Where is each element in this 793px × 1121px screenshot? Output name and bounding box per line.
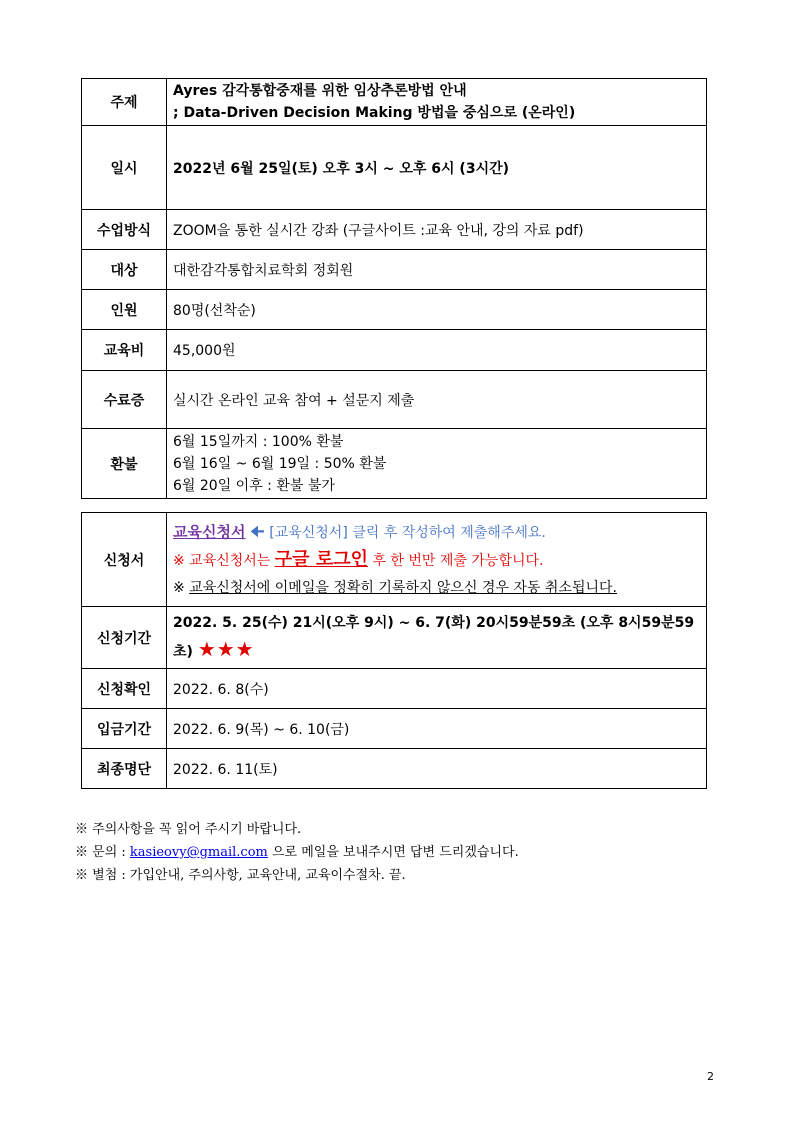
contact-prefix: ※ 문의 : [75,845,130,860]
table-row [82,607,707,669]
note-line: ※ 별첨 : 가입안내, 주의사항, 교육안내, 교육이수절차. 끝. [75,868,406,883]
table-row [82,749,707,789]
table-row [82,709,707,749]
confirm-label: 신청확인 [82,669,167,709]
table-row [82,79,707,126]
left-arrow-icon: 🠈 [249,521,265,541]
application-form-link[interactable]: 교육신청서 [173,522,246,541]
deposit-label: 입금기간 [82,709,167,749]
method-label: 수업방식 [82,210,167,250]
table-row [82,330,707,371]
fee-value: 45,000원 [167,330,707,371]
login-notice-prefix: ※ 교육신청서는 [173,552,275,569]
email-notice-text: 교육신청서에 이메일을 정확히 기록하지 않으신 경우 자동 취소됩니다. [189,579,617,596]
table-row [82,513,707,607]
login-notice-suffix: 후 한 번만 제출 가능합니다. [368,552,544,569]
topic-line-1: Ayres 감각통합중재를 위한 임상추론방법 안내 [173,83,467,99]
note-line: ※ 주의사항을 꼭 읽어 주시기 바랍니다. [75,822,302,837]
note-line [75,841,519,864]
application-table [81,512,707,789]
refund-line: 6월 15일까지 : 100% 환불 [173,433,344,450]
capacity-label: 인원 [82,290,167,330]
form-label: 신청서 [82,513,167,607]
fee-label: 교육비 [82,330,167,371]
table-row [82,210,707,250]
certificate-value: 실시간 온라인 교육 참여 + 설문지 제출 [167,371,707,429]
date-label: 일시 [82,126,167,210]
refund-value [167,429,707,499]
confirm-value: 2022. 6. 8(수) [167,669,707,709]
target-label: 대상 [82,250,167,290]
period-label: 신청기간 [82,607,167,669]
form-value [167,513,707,607]
contact-email-link[interactable]: kasieovy@gmail.com [129,845,268,860]
final-list-value: 2022. 6. 11(토) [167,749,707,789]
table-row [82,429,707,499]
table-row [82,126,707,210]
table-row [82,371,707,429]
page-number: 2 [707,1070,714,1083]
topic-value [167,79,707,126]
period-text: 2022. 5. 25(수) 21시(오후 9시) ~ 6. 7(화) 20시59분59초 (오후 8시59분59초) [173,615,695,660]
topic-label: 주제 [82,79,167,126]
table-row [82,250,707,290]
final-list-label: 최종명단 [82,749,167,789]
notes-section [75,818,519,887]
star-icons: ★★★ [197,637,255,661]
table-row [82,290,707,330]
email-notice [173,575,700,601]
deposit-value: 2022. 6. 9(목) ~ 6. 10(금) [167,709,707,749]
table-row [82,669,707,709]
certificate-label: 수료증 [82,371,167,429]
course-info-table [81,78,707,499]
capacity-value: 80명(선착순) [167,290,707,330]
refund-line: 6월 16일 ~ 6월 19일 : 50% 환불 [173,455,387,472]
refund-line: 6월 20일 이후 : 환불 불가 [173,477,335,494]
period-value [167,607,707,669]
topic-line-2: ; Data-Driven Decision Making 방법을 중심으로 (온라인) [173,105,576,121]
email-notice-prefix: ※ [173,579,190,596]
login-notice [173,546,700,575]
form-instruction: [교육신청서] 클릭 후 작성하여 제출해주세요. [269,524,546,541]
target-value: 대한감각통합치료학회 정회원 [167,250,707,290]
method-value: ZOOM을 통한 실시간 강좌 (구글사이트 :교육 안내, 강의 자료 pdf) [167,210,707,250]
refund-label: 환불 [82,429,167,499]
google-login-emphasis: 구글 로그인 [274,548,368,570]
date-value: 2022년 6월 25일(토) 오후 3시 ~ 오후 6시 (3시간) [167,126,707,210]
contact-suffix: 으로 메일을 보내주시면 답변 드리겠습니다. [267,845,519,860]
